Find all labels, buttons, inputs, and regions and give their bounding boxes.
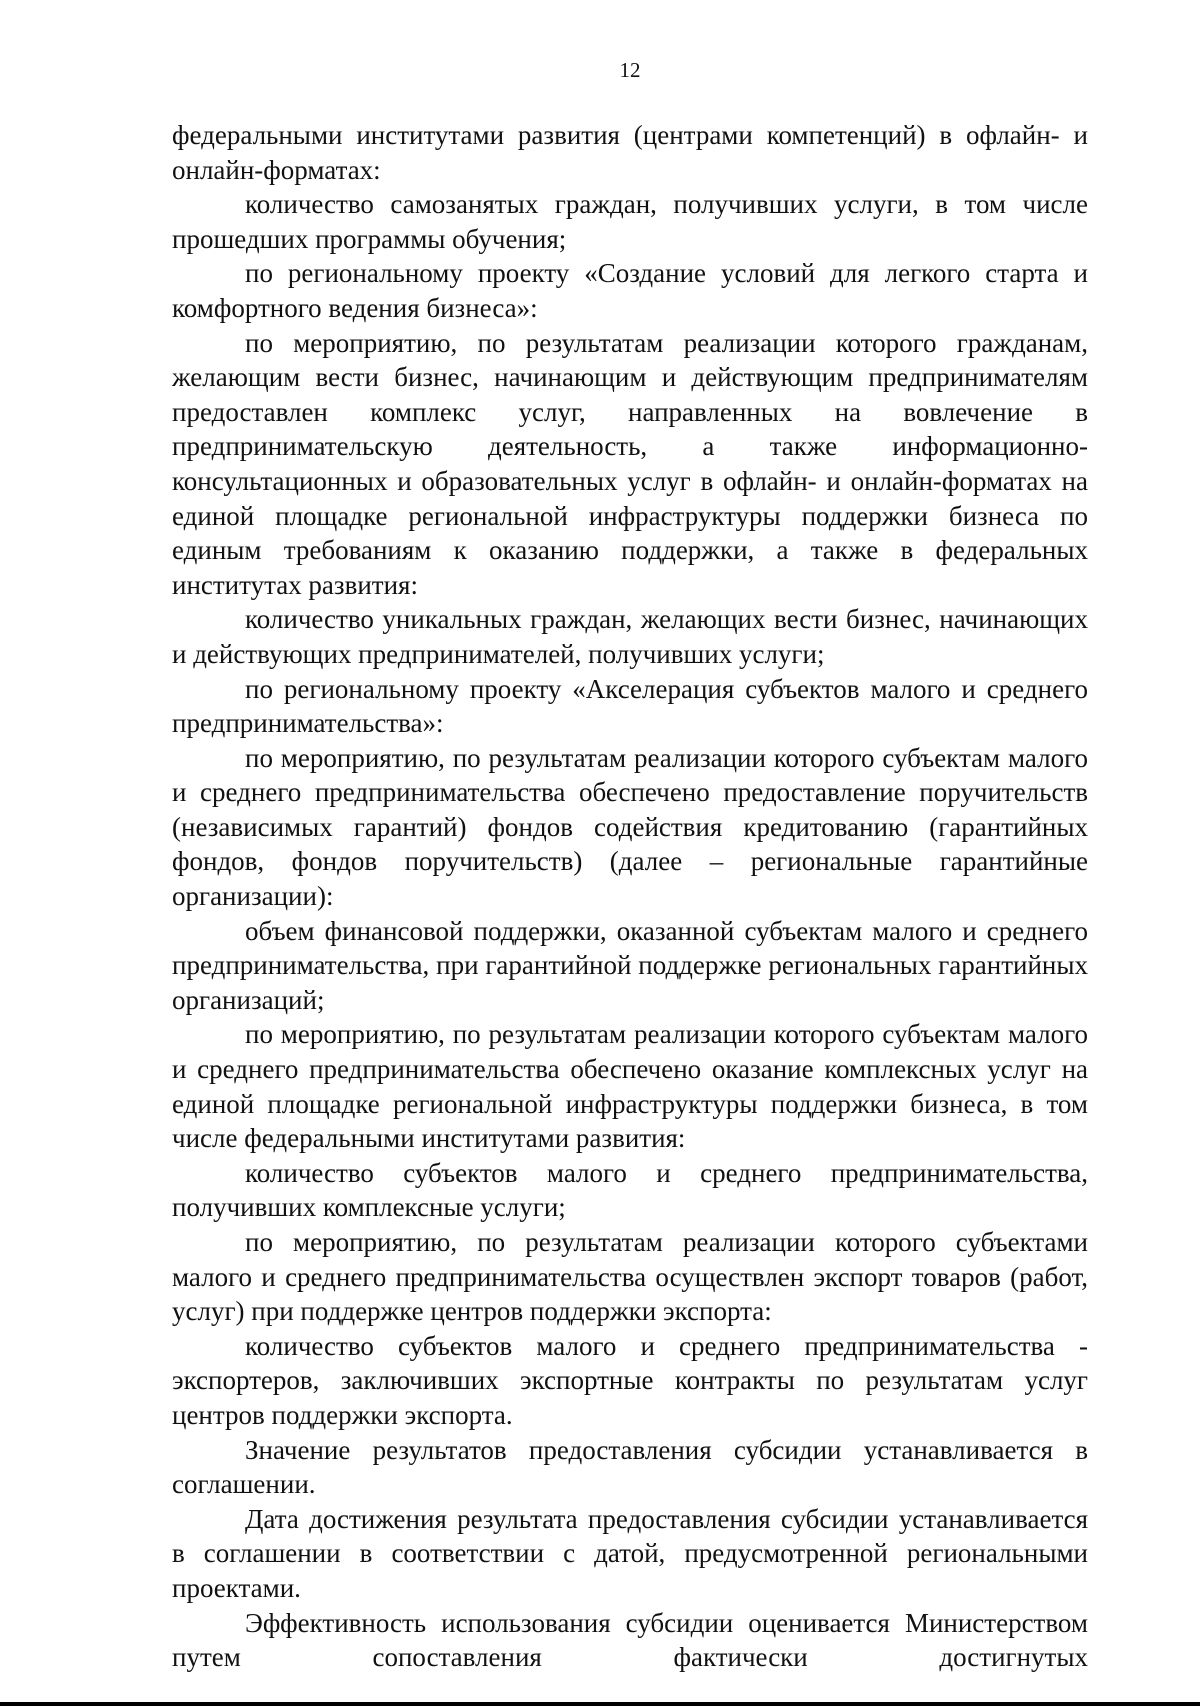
scan-bottom-edge [0, 1702, 1200, 1706]
paragraph: федеральными институтами развития (центрами компетенций) в офлайн- и онлайн-форматах: [172, 120, 1088, 185]
paragraph: по региональному проекту «Акселерация субъектов малого и среднего предпринимательства»: [172, 673, 1088, 739]
paragraph: количество самозанятых граждан, получивших услуги, в том числе прошедших программы обучения; [172, 189, 1088, 254]
paragraph: количество субъектов малого и среднего предпринимательства, получивших комплексные услуги; [172, 1157, 1088, 1223]
paragraph: по мероприятию, по результатам реализации которого субъектам малого и среднего предпринимательства обеспечено оказание комплексных услуг на единой площадке региональной инфраструктуры поддержки бизнеса, в том числе федеральными институтами развития: [172, 1019, 1088, 1154]
paragraph: количество уникальных граждан, желающих вести бизнес, начинающих и действующих предпринимателей, получивших услуги; [172, 604, 1088, 669]
paragraph: по мероприятию, по результатам реализации которого субъектам малого и среднего предпринимательства обеспечено предоставление поручительств (независимых гарантий) фондов содействия кредитованию (гарантийных фондов, фондов поручительств) (далее – региональные гарантийные организации): [172, 742, 1088, 912]
paragraph: количество субъектов малого и среднего предпринимательства - экспортеров, заключивших экспортные контракты по результатам услуг центров поддержки экспорта. [172, 1330, 1088, 1430]
document-body [172, 118, 1088, 1675]
page-number: 12 [619, 58, 641, 82]
paragraph: Дата достижения результата предоставления субсидии устанавливается в соглашении в соответствии с датой, предусмотренной региональными проектами. [172, 1503, 1088, 1603]
paragraph: по мероприятию, по результатам реализации которого субъектами малого и среднего предпринимательства осуществлен экспорт товаров (работ, услуг) при поддержке центров поддержки экспорта: [172, 1227, 1088, 1327]
paragraph: Эффективность использования субсидии оценивается Министерством путем сопоставления фактически достигнутых [172, 1607, 1088, 1673]
paragraph: по мероприятию, по результатам реализации которого гражданам, желающим вести бизнес, начинающим и действующим предпринимателям предоставлен комплекс услуг, направленных на вовлечение в предпринимательскую деятельность, а также информационно-консультационных и образовательных услуг в офлайн- и онлайн-форматах на единой площадке региональной инфраструктуры поддержки бизнеса по единым требованиям к оказанию поддержки, а также в федеральных институтах развития: [172, 327, 1088, 600]
paragraph: по региональному проекту «Создание условий для легкого старта и комфортного ведения бизнеса»: [172, 258, 1088, 323]
paragraph: объем финансовой поддержки, оказанной субъектам малого и среднего предпринимательства, при гарантийной поддержке региональных гарантийных организаций; [172, 915, 1088, 1015]
paragraph: Значение результатов предоставления субсидии устанавливается в соглашении. [172, 1434, 1088, 1500]
